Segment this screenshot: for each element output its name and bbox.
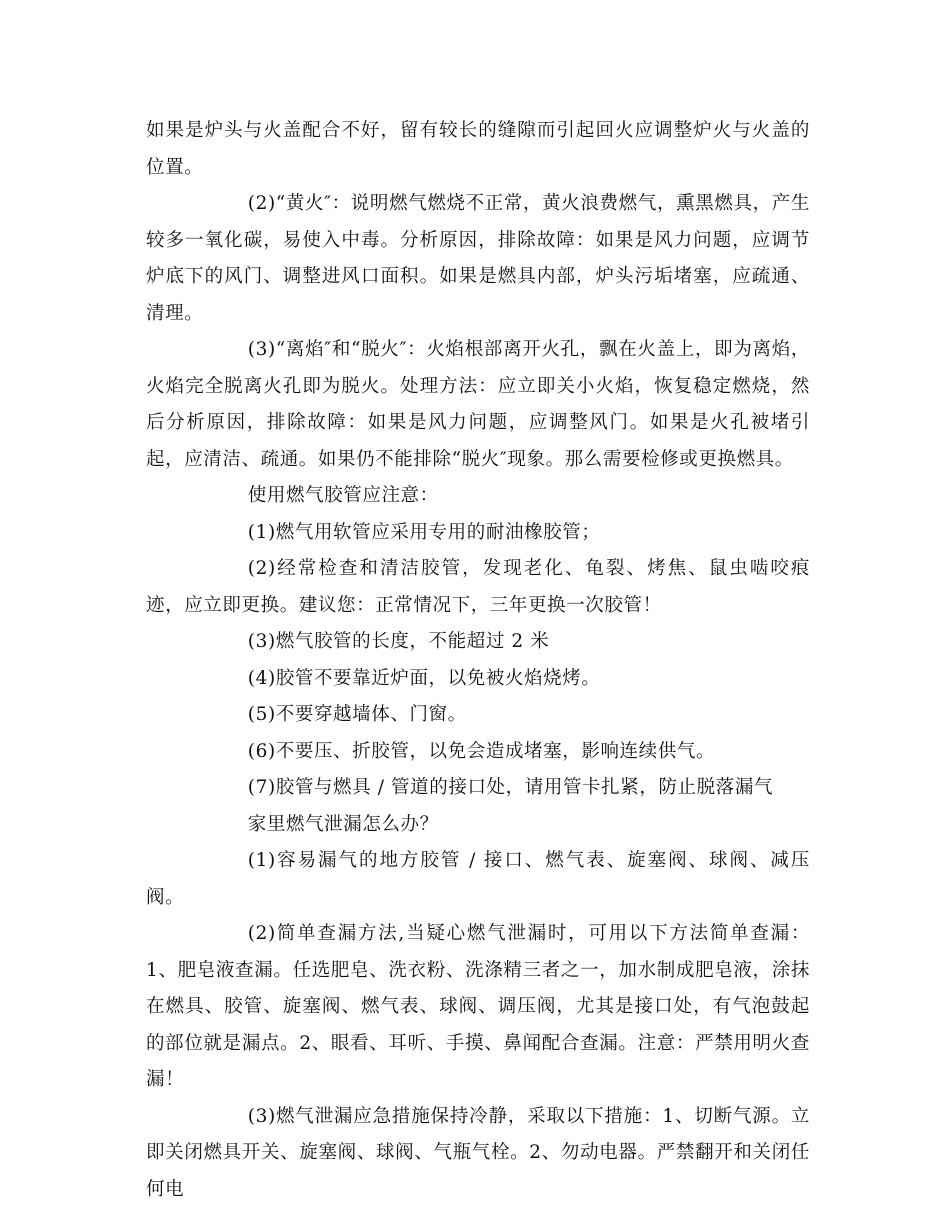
paragraph-flame-lift: (3)“离焰″和“脱火″：火焰根部离开火孔，飘在火盖上，即为离焰，火焰完全脱离火孔即为脱火。处理方法：应立即关小火焰，恢复稳定燃烧，然后分析原因，排除故障：如果是风力问题，应调整风门。如果是火孔被堵引起，应清洁、疏通。如果仍不能排除“脱火″现象。那么需要检修或更换燃具。 [146, 339, 810, 470]
paragraph-hose-item-4: (4)胶管不要靠近炉面，以免被火焰烧烤。 [247, 667, 601, 689]
paragraph-hose-heading: 使用燃气胶管应注意： [247, 485, 439, 506]
paragraph-hose-item-1: (1)燃气用软管应采用专用的耐油橡胶管； [247, 521, 601, 543]
paragraph-hose-item-6: (6)不要压、折胶管，以免会造成堵塞，影响连续供气。 [247, 740, 716, 762]
paragraph-leak-item-2: (2)简单查漏方法,当疑心燃气泄漏时，可用以下方法简单查漏：1、肥皂液查漏。任选肥皂、洗衣粉、洗涤精三者之一，加水制成肥皂液，涂抹在燃具、胶管、旋塞阀、燃气表、球阀、调压阀，尤其是接口处，有气泡鼓起的部位就是漏点。2、眼看、耳听、手摸、鼻闻配合查漏。注意：严禁用明火查漏！ [146, 923, 810, 1090]
paragraph-leak-heading: 家里燃气泄漏怎么办？ [247, 813, 439, 835]
paragraph-hose-item-5: (5)不要穿越墙体、门窗。 [247, 704, 467, 725]
document-body [146, 113, 810, 1208]
paragraph-hose-item-2: (2)经常检查和清洁胶管，发现老化、龟裂、烤焦、鼠虫啮咬痕迹，应立即更换。建议您：正常情况下，三年更换一次胶管！ [146, 558, 810, 616]
paragraph-leak-item-1: (1)容易漏气的地方胶管 / 接口、燃气表、旋塞阀、球阀、减压阀。 [146, 850, 810, 908]
paragraph-hose-item-7: (7)胶管与燃具 / 管道的接口处，请用管卡扎紧，防止脱落漏气 [247, 777, 774, 798]
paragraph-flashback-fix: 如果是炉头与火盖配合不好，留有较长的缝隙而引起回火应调整炉火与火盖的位置。 [146, 120, 810, 178]
paragraph-leak-item-3: (3)燃气泄漏应急措施保持冷静，采取以下措施：1、切断气源。立即关闭燃具开关、旋塞阀、球阀、气瓶气栓。2、勿动电器。严禁翻开和关闭任何电 [146, 1105, 810, 1200]
paragraph-hose-item-3: (3)燃气胶管的长度，不能超过 2 米 [247, 631, 550, 652]
paragraph-yellow-flame: (2)“黄火″：说明燃气燃烧不正常，黄火浪费燃气，熏黑燃具，产生较多一氧化碳，易使入中毒。分析原因，排除故障：如果是风力问题，应调节炉底下的风门、调整进风口面积。如果是燃具内部，炉头污垢堵塞，应疏通、清理。 [146, 193, 810, 324]
